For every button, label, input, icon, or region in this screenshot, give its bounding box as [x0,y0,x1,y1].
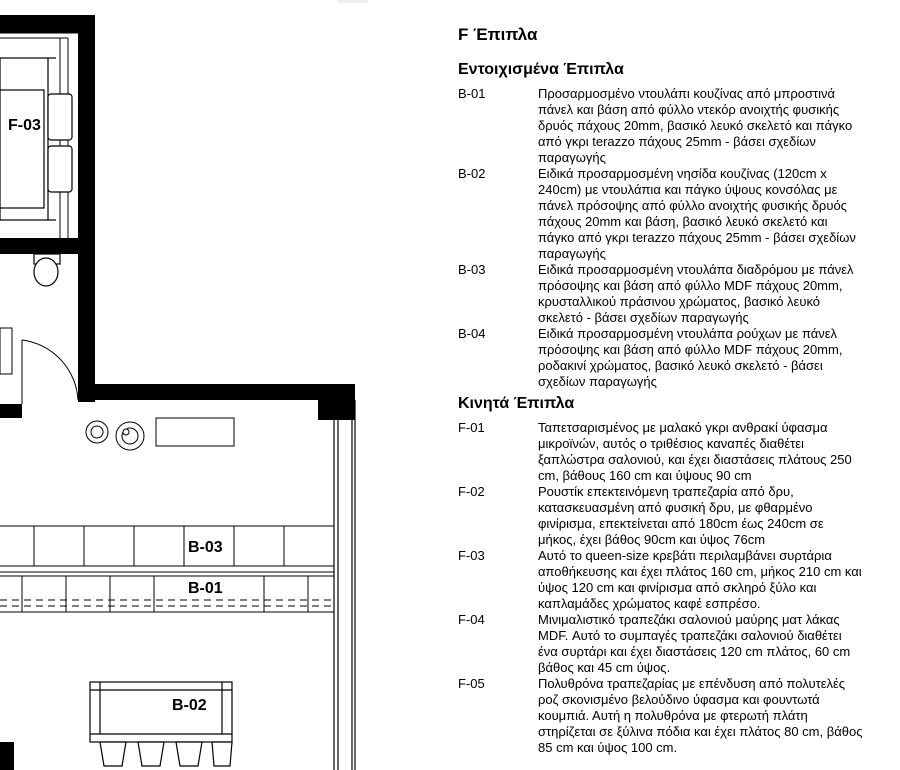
island-b02 [90,682,232,742]
item-code: B-03 [458,262,486,277]
wall-right-stub [318,398,355,420]
spec-item-b03 [458,262,878,326]
bed-f03 [0,58,72,220]
door-swing [22,340,78,404]
label-f03: F-03 [8,117,41,134]
movable-list [458,420,878,756]
wall-hall-left [0,404,22,418]
cabinet-b03 [0,526,334,566]
stools [100,742,232,766]
item-description: Προσαρμοσμένο ντουλάπι κουζίνας από μπροστινά πάνελ και βάση από φύλλο ντεκόρ ανοιχτής φυσικής δρυός πάχους 20mm, βασικό λευκό σκελετό και πάγκο από γκρι terazzo πάχους 25mm - βάσει σχεδίων παραγωγής [538,86,853,165]
spec-item-b04 [458,326,878,390]
pillow-top [48,94,72,140]
item-description: Μινιμαλιστικό τραπεζάκι σαλονιού μαύρης ματ λάκας MDF. Αυτό το συμπαγές τραπεζάκι σαλονιού διαθέτει ένα συρτάρι και έχει διαστάσεις 120 cm πλάτος, 60 cm βάθος και 45 cm ύψος. [538,612,851,675]
item-code: B-01 [458,86,486,101]
furniture-spec [458,24,878,756]
spec-item-b02 [458,166,878,262]
bath-fixture [0,328,12,374]
item-description: Ειδικά προσαρμοσμένη ντουλάπα διαδρόμου με πάνελ πρόσοψης και βάση από φύλλο MDF πάχους 20mm, κρυσταλλικού πράσινου χρώματος, βασικό λευκό σκελετό - βάσει σχεδίων παραγωγής [538,262,854,325]
right-window-wall [334,400,355,770]
stool-1 [100,742,126,766]
spec-title: F Έπιπλα [458,25,538,44]
item-code: F-04 [458,612,485,627]
wall-vertical-main [78,15,95,400]
item-code: F-01 [458,420,485,435]
spec-item-f05 [458,676,878,756]
wall-bottom-left [0,742,14,770]
item-description: Ταπετσαρισμένος με μαλακό γκρι ανθρακί ύφασμα μικροϊνών, αυτός ο τριθέσιος καναπές διαθέτει ξαπλώστρα σαλονιού, και έχει διαστάσεις πλάτους 250 cm, βάθους 160 cm και ύψους 90 cm [538,420,852,483]
stool-4 [212,742,232,766]
bed-mattress-area [0,90,44,208]
item-code: B-04 [458,326,486,341]
top-edge-tab [338,0,368,3]
wall-bedroom-bottom [0,238,95,254]
item-code: F-02 [458,484,485,499]
built-in-heading: Εντοιχισμένα Έπιπλα [458,61,624,78]
label-b01: B-01 [188,580,223,597]
movable-heading: Κινητά Έπιπλα [458,395,575,412]
label-b02: B-02 [172,697,207,714]
label-b03: B-03 [188,539,223,556]
cabinet-b01 [0,572,334,612]
built-in-list [458,86,878,390]
item-code: F-03 [458,548,485,563]
spec-item-f02 [458,484,878,548]
spec-item-f01 [458,420,878,484]
floor-plan [0,0,440,770]
stool-3 [176,742,202,766]
item-description: Ειδικά προσαρμοσμένη ντουλάπα ρούχων με πάνελ πρόσοψης και βάση από φύλλο MDF πάχους 20mm, ροδακινί χρώματος, βασικό λευκό σκελετό - βάσει σχεδίων παραγωγής [538,326,843,389]
stool-2 [138,742,164,766]
spec-item-f03 [458,548,878,612]
item-description: Ειδικά προσαρμοσμένη νησίδα κουζίνας (120cm x 240cm) με ντουλάπια και πάγκο ύψους κονσόλας με πάνελ πρόσοψης από φύλλο ανοιχτής φυσικής δρυός πάχους 20mm και βάση, βασικό λευκό σκελετό και πάγκο από γκρι terazzo πάχους 25mm - βάσει σχεδίων παραγωγής [538,166,856,261]
item-code: B-02 [458,166,486,181]
spec-item-b01 [458,86,878,166]
wall-hall-right [78,384,95,402]
item-description: Ρουστίκ επεκτεινόμενη τραπεζαρία από δρυ, κατασκευασμένη από φυσική δρυ, με φθαρμένο φινίρισμα, επεκτείνεται από 180cm έως 240cm σε μήκος, έχει βάθος 90cm και ύψος 76cm [538,484,824,547]
item-description: Αυτό το queen-size κρεβάτι περιλαμβάνει συρτάρια αποθήκευσης και έχει πλάτος 160 cm, μήκος 210 cm και ύψος 120 cm και φινίρισμα από σκληρό ξύλο και καπλαμάδες χρώματος καφέ εσπρέσο. [538,548,862,611]
item-code: F-05 [458,676,485,691]
pillow-bottom [48,146,72,192]
spec-item-f04 [458,612,878,676]
plants [86,421,144,450]
wall-right-top [95,384,355,400]
toilet [34,254,60,286]
hall-bench [156,418,234,446]
item-description: Πολυθρόνα τραπεζαρίας με επένδυση από πολυτελές ροζ σκονισμένο βελούδινο ύφασμα και φουντωτά κουμπιά. Αυτή η πολυθρόνα με φτερωτή πλάτη στηρίζεται σε ξύλινα πόδια και έχει πλάτος 80 cm, βάθος 85 cm και ύψος 100 cm. [538,676,863,755]
